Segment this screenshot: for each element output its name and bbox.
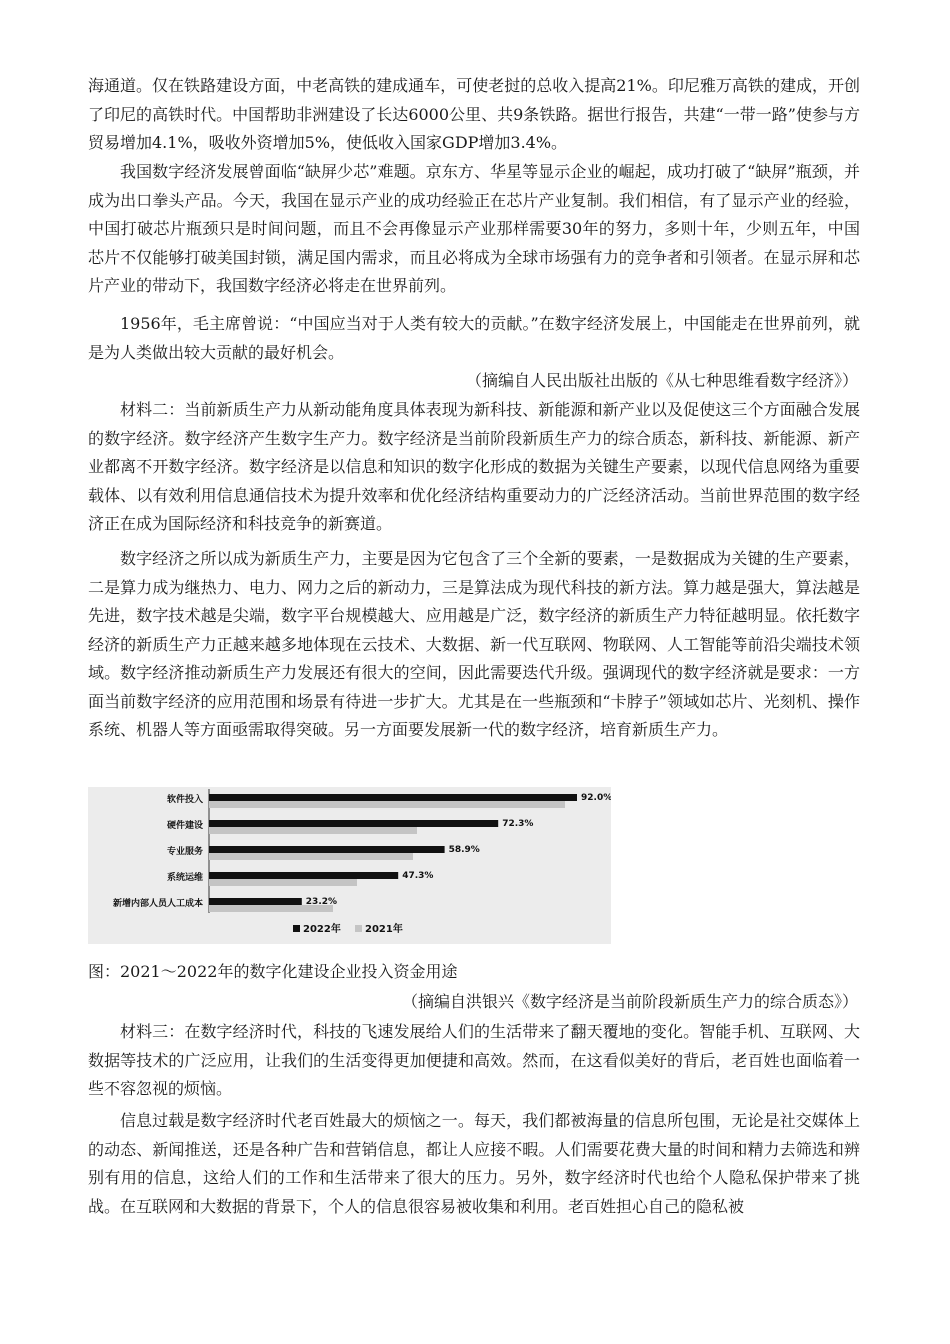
value-label: 92.0%: [581, 793, 611, 803]
value-label: 23.2%: [305, 897, 338, 907]
category-label: 新增内部人员人工成本: [112, 899, 203, 909]
paragraph-material-three: 材料三：在数字经济时代，科技的飞速发展给人们的生活带来了翻天覆地的变化。智能手机、互联网、大数据等技术的广泛应用，让我们的生活变得更加便捷和高效。然而，在这看似美好的背后，老百姓也面临着一些不容忽视的烦恼。: [88, 1022, 860, 1098]
bar-2021: [209, 853, 413, 860]
figure-caption: 图：2021～2022年的数字化建设企业投入资金用途: [88, 962, 458, 981]
legend-label-2021: 2021年: [365, 924, 403, 935]
category-label: 软件投入: [166, 795, 203, 805]
paragraph-display-chip: 我国数字经济发展曾面临“缺屏少芯”难题。京东方、华星等显示企业的崛起，成功打破了“缺屏”瓶颈，并成为出口拳头产品。今天，我国在显示产业的成功经验正在芯片产业复制。我们相信，有了显示产业的经验，中国打破芯片瓶颈只是时间问题，而且不会再像显示产业那样需要30年的努力，多则十年，少则五年，中国芯片不仅能够打破美国封锁，满足国内需求，而且必将成为全球市场强有力的竞争者和引领者。在显示屏和芯片产业的带动下，我国数字经济必将走在世界前列。: [88, 162, 860, 295]
bar-2022: [209, 794, 577, 801]
legend-swatch-2022: [293, 925, 300, 932]
category-label: 专业服务: [166, 847, 203, 857]
bar-2021: [209, 827, 417, 834]
bar-2022: [209, 846, 445, 853]
paragraph-belt-road: 海通道。仅在铁路建设方面，中老高铁的建成通车，可使老挝的总收入提高21%。印尼雅万高铁的建成，开创了印尼的高铁时代。中国帮助非洲建设了长达6000公里、共9条铁路。据世行报告，共建“一带一路”使参与方贸易增加4.1%，吸收外资增加5%，使低收入国家GDP增加3.4%。: [88, 76, 860, 152]
bar-2021: [209, 879, 357, 886]
paragraph-material-two: 材料二：当前新质生产力从新动能角度具体表现为新科技、新能源和新产业以及促使这三个方面融合发展的数字经济。数字经济产生数字生产力。数字经济是当前阶段新质生产力的综合质态，新科技、新能源、新产业都离不开数字经济。数字经济是以信息和知识的数字化形成的数据为关键生产要素，以现代信息网络为重要载体、以有效利用信息通信技术为提升效率和优化经济结构重要动力的广泛经济活动。当前世界范围的数字经济正在成为国际经济和科技竞争的新赛道。: [88, 400, 860, 533]
source-citation-2: （摘编自洪银兴《数字经济是当前阶段新质生产力的综合质态》）: [401, 992, 858, 1011]
source-citation-1: （摘编自人民出版社出版的《从七种思维看数字经济》）: [465, 371, 858, 390]
bar-2022: [209, 898, 302, 905]
value-label: 58.9%: [448, 845, 480, 855]
bar-chart-svg: [88, 787, 611, 944]
category-label: 硬件建设: [166, 821, 203, 831]
bar-2021: [209, 801, 565, 808]
value-label: 72.3%: [502, 819, 534, 829]
value-label: 47.3%: [402, 871, 434, 881]
paragraph-chairman-quote: 1956年，毛主席曾说：“中国应当对于人类有较大的贡献。”在数字经济发展上，中国能走在世界前列，就是为人类做出较大贡献的最好机会。: [88, 314, 860, 362]
category-label: 系统运维: [166, 873, 203, 883]
paragraph-info-overload: 信息过载是数字经济时代老百姓最大的烦恼之一。每天，我们都被海量的信息所包围，无论是社交媒体上的动态、新闻推送，还是各种广告和营销信息，都让人应接不暇。人们需要花费大量的时间和精力去筛选和辨别有用的信息，这给人们的工作和生活带来了很大的压力。另外，数字经济时代也给个人隐私保护带来了挑战。在互联网和大数据的背景下，个人的信息很容易被收集和利用。老百姓担心自己的隐私被: [88, 1111, 860, 1216]
paragraph-new-elements: 数字经济之所以成为新质生产力，主要是因为它包含了三个全新的要素，一是数据成为关键的生产要素，二是算力成为继热力、电力、网力之后的新动力，三是算法成为现代科技的新方法。算力越是强大，算法越是先进，数字技术越是尖端，数字平台规模越大、应用越是广泛，数字经济的新质生产力特征越明显。依托数字经济的新质生产力正越来越多地体现在云技术、大数据、新一代互联网、物联网、人工智能等前沿尖端技术领域。数字经济推动新质生产力发展还有很大的空间，因此需要迭代升级。强调现代的数字经济就是要求：一方面当前数字经济的应用范围和场景有待进一步扩大。尤其是在一些瓶颈和“卡脖子”领域如芯片、光刻机、操作系统、机器人等方面亟需取得突破。另一方面要发展新一代的数字经济，培育新质生产力。: [88, 549, 860, 739]
bar-2022: [209, 872, 398, 879]
legend-label-2022: 2022年: [303, 924, 341, 935]
bar-chart: [88, 787, 611, 944]
legend-swatch-2021: [355, 925, 362, 932]
bar-2022: [209, 820, 498, 827]
